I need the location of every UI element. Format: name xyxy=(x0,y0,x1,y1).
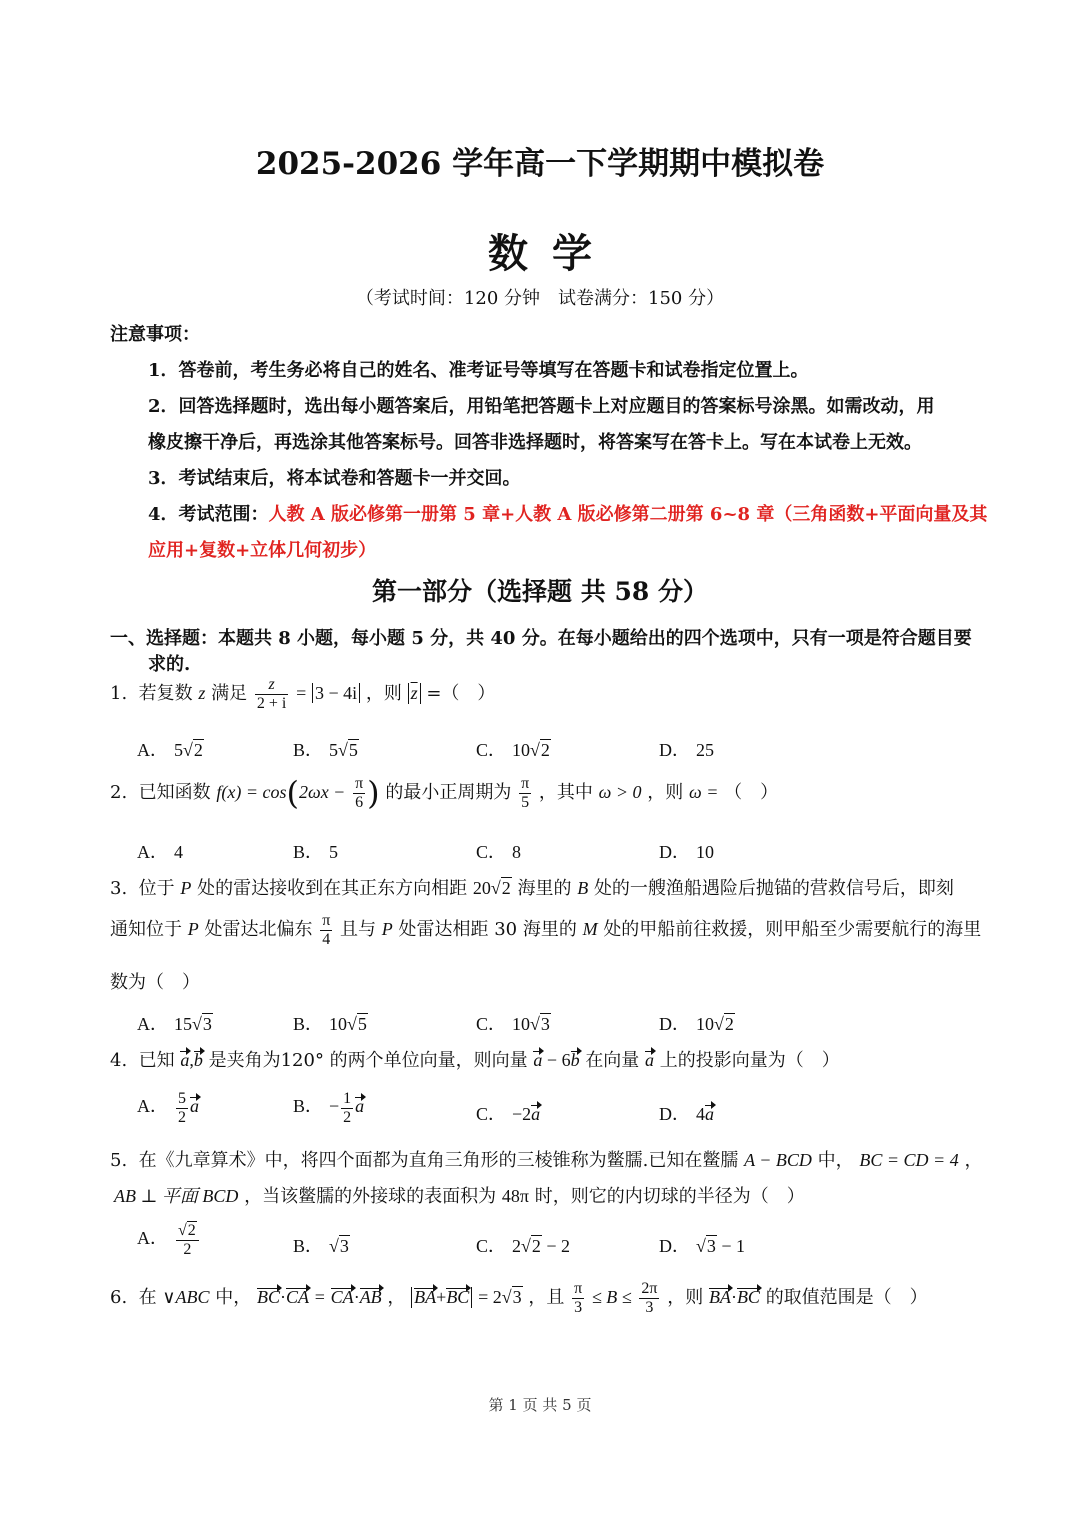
q2-option-c[interactable] xyxy=(476,838,521,864)
vector-bc: BC xyxy=(257,1287,281,1308)
question-number: 2. xyxy=(110,782,128,803)
option-coef: 5 xyxy=(174,740,183,760)
question-2: 2. 已知函数 f(x) = cos(2ωx − $\frac{\pi}{6}$ ) 的最小正周期为 $\frac{\pi}{5}$ ，其中 ω > 0 ，则 ω = （ ） xyxy=(110,774,779,812)
frac-num: z xyxy=(268,676,275,693)
frac-num: π xyxy=(322,912,331,929)
fraction xyxy=(341,1090,353,1126)
option-radicand: 2 xyxy=(724,1014,734,1034)
math-op: = xyxy=(296,683,307,704)
math-op: · xyxy=(280,1287,287,1308)
question-text: ，其中 xyxy=(538,782,593,803)
option-coef: 10 xyxy=(512,1014,531,1034)
q2-option-d[interactable] xyxy=(659,838,714,864)
frac-num: π xyxy=(521,774,530,792)
question-text: 中， xyxy=(215,1287,252,1309)
option-label: D． xyxy=(659,740,690,760)
question-3-line-1: 3. 位于 P 处的雷达接收到在其正东方向相距 20√2 海里的 B 处的一艘渔船遇险后抛锚的营救信号后，即刻 xyxy=(110,878,954,899)
vector-b: b xyxy=(570,1050,580,1070)
math-op: = xyxy=(314,1287,325,1308)
frac-den: 2 xyxy=(343,1108,352,1126)
fraction xyxy=(255,676,288,712)
frac-den: 4 xyxy=(322,930,331,948)
q4-option-d[interactable] xyxy=(659,1100,714,1126)
math-expr: ∨ABC xyxy=(162,1287,210,1308)
question-text: 处的甲船前往救援，则甲船至少需要航行的海里 xyxy=(603,919,982,941)
math-expr: ω = xyxy=(688,782,719,802)
q5-option-c[interactable]: C． 2√2 − 2 xyxy=(476,1232,570,1258)
subject-title: 数学 xyxy=(488,230,616,277)
question-3-line-2 xyxy=(110,912,981,948)
question-text: ，则 xyxy=(647,782,684,803)
q4-option-b[interactable] xyxy=(293,1090,364,1126)
q5-option-b[interactable]: B． √3 xyxy=(293,1232,350,1258)
question-number: 4. xyxy=(110,1050,128,1071)
section-heading-line-2: 求的. xyxy=(148,654,191,675)
question-text: ，则 xyxy=(365,683,402,705)
option-coef: 10 xyxy=(696,1014,714,1034)
vector-a: a xyxy=(531,1104,541,1124)
vector-ba: BA xyxy=(414,1287,437,1308)
option-radicand: 3 xyxy=(706,1236,716,1256)
notice-item-4-prefix: 4．考试范围： xyxy=(148,504,269,525)
option-label: D． xyxy=(659,842,690,862)
question-text: （ ） xyxy=(724,782,779,803)
math-var: P xyxy=(381,919,393,940)
option-label: D． xyxy=(659,1104,690,1124)
question-text: ，且 xyxy=(528,1287,565,1309)
math-expr: = 2 xyxy=(478,1287,502,1308)
math-radicand: 3 xyxy=(512,1287,522,1308)
frac-num: 5 xyxy=(178,1090,186,1107)
math-expr: 48π xyxy=(501,1186,529,1206)
math-expr: BC = CD = 4 xyxy=(859,1150,959,1170)
frac-num: π xyxy=(355,774,364,792)
q4-option-a[interactable] xyxy=(137,1090,199,1126)
frac-den: 3 xyxy=(574,1298,583,1316)
notice-heading: 注意事项： xyxy=(110,324,200,345)
math-radicand: 2 xyxy=(501,878,511,898)
vector-b: b xyxy=(193,1050,203,1070)
frac-den: 2 xyxy=(178,1108,186,1126)
option-text: 10 xyxy=(696,842,714,862)
math-sign: − xyxy=(329,1096,340,1117)
part1-title: 第一部分（选择题 共 58 分） xyxy=(372,577,708,606)
math-expr: AB ⊥ 平面 BCD xyxy=(114,1186,239,1206)
option-label: D． xyxy=(659,1236,690,1256)
question-text: 处的雷达接收到在其正东方向相距 xyxy=(197,878,468,899)
frac-num: 2π xyxy=(641,1280,658,1297)
question-5-line-2 xyxy=(114,1182,805,1208)
option-label: C． xyxy=(476,842,507,862)
vector-a: a xyxy=(645,1050,655,1070)
vector-a: a xyxy=(533,1050,543,1070)
option-text: 25 xyxy=(696,740,714,760)
vector-a: a xyxy=(705,1104,714,1124)
question-text: 上的投影向量为（ ） xyxy=(659,1050,840,1071)
question-text: 在向量 xyxy=(585,1050,640,1071)
option-label: B． xyxy=(293,1236,324,1256)
frac-num: 1 xyxy=(343,1090,352,1107)
option-radicand: 2 xyxy=(531,1236,541,1256)
question-text: ，则 xyxy=(667,1287,704,1309)
math-expr: 2ωx − xyxy=(298,782,346,802)
option-text: 8 xyxy=(512,842,522,862)
option-label: B． xyxy=(293,842,324,862)
q5-option-d[interactable]: D． √3 − 1 xyxy=(659,1232,745,1258)
question-text: ， xyxy=(964,1150,983,1171)
question-text: 时，则它的内切球的半径为（ ） xyxy=(534,1186,805,1207)
option-coef: 10 xyxy=(512,740,531,760)
question-5-line-1 xyxy=(110,1146,982,1172)
math-op: + xyxy=(436,1287,447,1308)
vector-a: a xyxy=(180,1050,190,1070)
frac-den: 3 xyxy=(645,1298,654,1316)
question-text: 在《九章算术》中，将四个面都为直角三角形的三棱锥称为鳖臑.已知在鳖臑 xyxy=(138,1150,739,1171)
vector-ba: BA xyxy=(708,1287,731,1308)
math-var: P xyxy=(187,919,199,940)
question-text: 已知 xyxy=(138,1050,175,1071)
question-text: 中， xyxy=(817,1150,854,1171)
q3-option-a[interactable]: A． 15√3 xyxy=(137,1010,213,1036)
question-text: 海里的 xyxy=(517,878,572,899)
option-radicand: 5 xyxy=(348,740,358,760)
math-var: z xyxy=(198,683,206,704)
q2-option-a[interactable] xyxy=(137,838,183,864)
option-coef: 4 xyxy=(696,1104,705,1124)
option-label: A． xyxy=(137,1228,168,1249)
option-label: A． xyxy=(137,1014,168,1034)
math-var: P xyxy=(180,878,192,898)
option-label: C． xyxy=(476,1014,507,1034)
math-op: − 6 xyxy=(542,1050,571,1070)
math-var: B xyxy=(577,878,589,898)
vector-bc: BC xyxy=(736,1287,760,1308)
fraction: $\frac{√2}{2}$ xyxy=(176,1222,199,1258)
question-number: 5. xyxy=(110,1150,128,1171)
option-label: B． xyxy=(293,1014,324,1034)
option-label: B． xyxy=(293,740,324,760)
math-sep: , xyxy=(189,1050,194,1070)
q1-option-d[interactable] xyxy=(659,736,714,762)
option-label: B． xyxy=(293,1096,324,1117)
option-coef: −2 xyxy=(512,1104,532,1124)
question-number: 6. xyxy=(110,1287,128,1309)
q1-option-b[interactable]: B． 5√5 xyxy=(293,736,359,762)
frac-den: 6 xyxy=(355,793,364,811)
math-coef: 20 xyxy=(472,878,491,898)
vector-a: a xyxy=(355,1096,365,1117)
option-radicand: 3 xyxy=(339,1236,349,1256)
option-coef: 10 xyxy=(329,1014,348,1034)
exam-title: 2025-2026 学年高一下学期期中模拟卷 xyxy=(255,146,825,182)
question-text: ， xyxy=(387,1287,406,1309)
q1-option-a[interactable]: A． 5√2 xyxy=(137,736,204,762)
option-label: C． xyxy=(476,740,507,760)
question-text: 是夹角为120° 的两个单位向量，则向量 xyxy=(208,1050,528,1071)
option-label: A． xyxy=(137,1096,168,1117)
q4-option-c[interactable] xyxy=(476,1100,540,1126)
question-6: 6. 在 ∨ABC 中， BC·CA = CA·AB ， BA+BC = 2√3 ，且 $\frac{\pi}{3}$ ≤ B ≤ $\frac{2\pi}{3}$ ，则 BA·BC 的取值范围是（ ） xyxy=(110,1280,928,1316)
notice-item-2-line-2: 橡皮擦干净后，再选涂其他答案标号。回答非选择题时，将答案写在答卡上。写在本试卷上无效。 xyxy=(148,432,922,453)
question-text: 处雷达相距 30 海里的 xyxy=(398,919,577,941)
question-text: 在 xyxy=(138,1287,157,1309)
question-text: 的最小正周期为 xyxy=(385,782,512,803)
question-number: 1. xyxy=(110,683,128,705)
q3-option-d[interactable]: D． 10√2 xyxy=(659,1010,735,1036)
option-radicand: 2 xyxy=(193,740,203,760)
q5-option-a[interactable] xyxy=(137,1222,201,1258)
abs-value: 3 − 4i xyxy=(312,683,360,703)
option-label: D． xyxy=(659,1014,690,1034)
vector-ca: CA xyxy=(330,1287,354,1308)
math-expr: ω > 0 xyxy=(598,782,642,802)
question-text: 通知位于 xyxy=(110,919,182,941)
fraction xyxy=(572,1280,584,1316)
notice-item-2-line-1: 2．回答选择题时，选出每小题答案后，用铅笔把答题卡上对应题目的答案标号涂黑。如需改动，用 xyxy=(148,396,935,417)
option-label: C． xyxy=(476,1236,507,1256)
frac-den: 2 xyxy=(183,1240,192,1258)
fraction xyxy=(639,1280,659,1316)
question-text: 已知函数 xyxy=(138,782,211,803)
q3-option-c[interactable]: C． 10√3 xyxy=(476,1010,551,1036)
fraction xyxy=(519,775,531,811)
option-label: A． xyxy=(137,740,168,760)
q3-option-b[interactable]: B． 10√5 xyxy=(293,1010,368,1036)
question-1 xyxy=(110,676,495,712)
option-tail: − 1 xyxy=(716,1236,746,1256)
section-heading-line-1: 一、选择题：本题共 8 小题，每小题 5 分，共 40 分。在每小题给出的四个选项中，只有一项是符合题目要 xyxy=(110,628,972,649)
fraction xyxy=(353,775,365,811)
option-radicand: 2 xyxy=(540,740,550,760)
vector-a: a xyxy=(190,1096,199,1117)
question-text: ，当该鳖臑的外接球的表面积为 xyxy=(244,1186,497,1207)
fraction xyxy=(320,912,332,948)
vector-ca: CA xyxy=(286,1287,310,1308)
question-number: 3. xyxy=(110,878,128,899)
question-text: 位于 xyxy=(138,878,175,899)
question-text: =（ ） xyxy=(426,683,496,705)
question-text: 且与 xyxy=(340,919,377,941)
option-coef: 5 xyxy=(329,740,339,760)
option-text: 5 xyxy=(329,842,339,862)
math-expr: ≤ B ≤ xyxy=(591,1287,632,1308)
question-3-line-3: 数为（ ） xyxy=(110,972,200,993)
question-text: 处雷达北偏东 xyxy=(204,919,313,941)
notice-item-4 xyxy=(148,500,987,526)
page-indicator: 第 1 页 共 5 页 xyxy=(488,1396,592,1414)
option-label: C． xyxy=(476,1104,507,1124)
math-func: f(x) = cos xyxy=(216,782,287,802)
question-text: 若复数 xyxy=(138,683,193,705)
vector-ab: AB xyxy=(359,1287,382,1308)
math-op: · xyxy=(353,1287,360,1308)
option-radicand: 3 xyxy=(202,1014,212,1034)
option-text: 4 xyxy=(174,842,183,862)
frac-den: 2 + i xyxy=(256,694,287,712)
question-text: 满足 xyxy=(211,683,248,705)
exam-scope-line-1: 人教 A 版必修第一册第 5 章+人教 A 版必修第二册第 6~8 章（三角函数+平面向量及其 xyxy=(268,504,988,525)
frac-num: π xyxy=(574,1280,583,1297)
exam-info: （考试时间：120 分钟 试卷满分：150 分） xyxy=(355,288,725,309)
exam-scope-line-2: 应用+复数+立体几何初步） xyxy=(148,540,377,561)
option-radicand: 5 xyxy=(357,1014,367,1034)
frac-den: 5 xyxy=(521,793,530,811)
notice-item-3: 3．考试结束后，将本试卷和答题卡一并交回。 xyxy=(148,468,521,489)
question-text: 的取值范围是（ ） xyxy=(765,1287,928,1309)
math-expr: A − BCD xyxy=(744,1150,812,1170)
fraction xyxy=(176,1090,188,1126)
math-var: M xyxy=(582,919,598,940)
question-text: 处的一艘渔船遇险后抛锚的营救信号后，即刻 xyxy=(593,878,954,899)
q2-option-b[interactable] xyxy=(293,838,338,864)
math-op: · xyxy=(730,1287,737,1308)
conjugate-z: $\overline{z}$ xyxy=(410,683,418,704)
option-coef: 2 xyxy=(512,1236,522,1256)
option-coef: 15 xyxy=(174,1014,192,1034)
notice-item-1: 1．答卷前，考生务必将自己的姓名、准考证号等填写在答题卡和试卷指定位置上。 xyxy=(148,360,809,381)
vector-bc: BC xyxy=(446,1287,470,1308)
option-label: A． xyxy=(137,842,168,862)
frac-num: 2 xyxy=(187,1222,196,1239)
question-4 xyxy=(110,1046,840,1072)
option-tail: − 2 xyxy=(541,1236,571,1256)
q1-option-c[interactable]: C． 10√2 xyxy=(476,736,551,762)
option-radicand: 3 xyxy=(540,1014,550,1034)
